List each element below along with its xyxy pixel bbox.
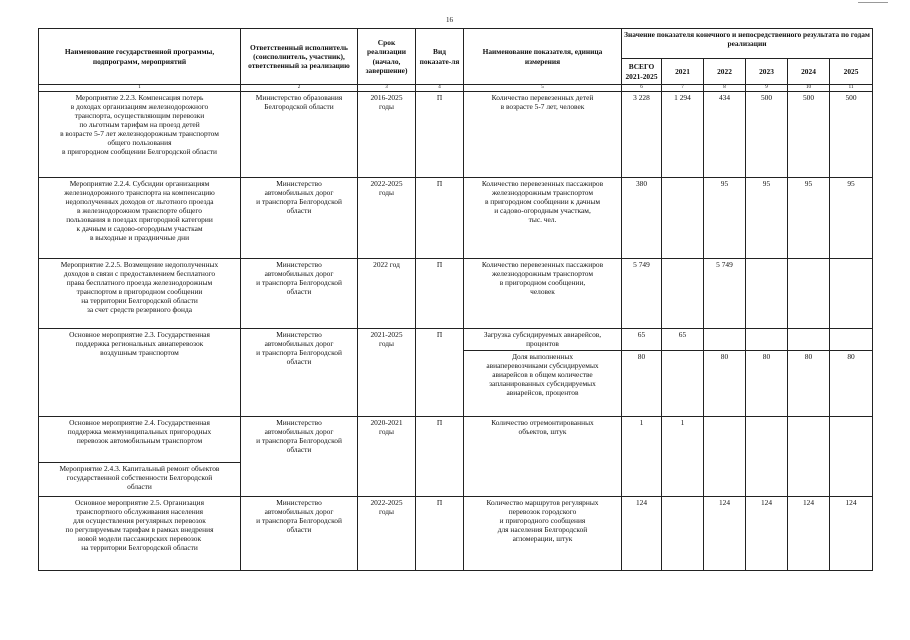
value-2022: 434 xyxy=(704,92,746,178)
period-cell: 2020-2021 годы xyxy=(358,417,416,497)
value-2022: 95 xyxy=(704,178,746,259)
table-row xyxy=(39,417,873,463)
col-index: 9 xyxy=(746,85,788,92)
executor-cell: Министерство автомобильных дорог и транспорта Белгородской области xyxy=(241,259,358,329)
col-index: 3 xyxy=(358,85,416,92)
value-2024: 95 xyxy=(788,178,830,259)
header-type: Вид показате-ля xyxy=(416,29,464,85)
table-row xyxy=(39,259,873,329)
value-2021: 65 xyxy=(662,329,704,351)
indicator-cell: Доля выполненных авиаперевозчиками субсидируемых авиарейсов в общем количестве запланированных субсидируемых авиарейсов, процентов xyxy=(464,351,622,417)
measure-name: Основное мероприятие 2.5. Организация транспортного обслуживания населения для осуществления регулярных перевозок по регулируемым тарифам в рамках внедрения новой модели пассажирских перевозок на территории Белгородской области xyxy=(39,497,241,571)
col-index: 5 xyxy=(464,85,622,92)
value-2021 xyxy=(662,259,704,329)
col-index: 7 xyxy=(662,85,704,92)
table-row xyxy=(39,497,873,571)
value-2022: 80 xyxy=(704,351,746,417)
executor-cell: Министерство образования Белгородской области xyxy=(241,92,358,178)
value-2021 xyxy=(662,178,704,259)
measure-name: Основное мероприятие 2.4. Государственная поддержка межмуниципальных пригородных перевозок автомобильным транспортом xyxy=(39,417,241,463)
page-number: 16 xyxy=(446,16,453,24)
total-cell: 80 xyxy=(622,351,662,417)
value-2023 xyxy=(746,259,788,329)
period-cell: 2022-2025 годы xyxy=(358,497,416,571)
col-index: 1 xyxy=(39,85,241,92)
value-2025 xyxy=(830,417,873,497)
col-index: 2 xyxy=(241,85,358,92)
value-2024: 500 xyxy=(788,92,830,178)
header-executor: Ответственный исполнитель (соисполнитель, участник), ответственный за реализацию xyxy=(241,29,358,85)
total-cell: 380 xyxy=(622,178,662,259)
indicator-cell: Количество маршрутов регулярных перевозок городского и пригородного сообщения для населения Белгородской агломерации, штук xyxy=(464,497,622,571)
value-2025: 124 xyxy=(830,497,873,571)
value-2024 xyxy=(788,329,830,351)
header-year-2024: 2024 xyxy=(788,59,830,85)
indicator-cell: Загрузка субсидируемых авиарейсов, процентов xyxy=(464,329,622,351)
value-2024: 80 xyxy=(788,351,830,417)
col-index: 11 xyxy=(830,85,873,92)
measure-name: Мероприятие 2.4.3. Капитальный ремонт объектов государственной собственности Белгородской области xyxy=(39,463,241,497)
total-cell: 65 xyxy=(622,329,662,351)
top-edge-mark xyxy=(858,2,888,3)
value-2025 xyxy=(830,259,873,329)
type-cell: П xyxy=(416,329,464,417)
type-cell: П xyxy=(416,92,464,178)
indicator-cell: Количество перевезенных пассажиров железнодорожным транспортом в пригородном сообщении к дачным и садово-огородным участкам, тыс. чел. xyxy=(464,178,622,259)
value-2023: 500 xyxy=(746,92,788,178)
type-cell: П xyxy=(416,497,464,571)
value-2025: 95 xyxy=(830,178,873,259)
header-name: Наименование государственной программы, подпрограмм, мероприятий xyxy=(39,29,241,85)
measure-name: Мероприятие 2.2.5. Возмещение недополученных доходов в связи с предоставлением бесплатного права бесплатного проезда железнодорожным транспортом в пригородном сообщении на территории Белгородской области за счет средств резервного фонда xyxy=(39,259,241,329)
indicators-table xyxy=(38,28,873,571)
total-cell: 3 228 xyxy=(622,92,662,178)
total-cell: 5 749 xyxy=(622,259,662,329)
executor-cell: Министерство автомобильных дорог и транспорта Белгородской области xyxy=(241,329,358,417)
period-cell: 2016-2025 годы xyxy=(358,92,416,178)
indicator-cell: Количество перевезенных пассажиров железнодорожным транспортом в пригородном сообщении, человек xyxy=(464,259,622,329)
measure-name: Основное мероприятие 2.3. Государственная поддержка региональных авиаперевозок воздушным транспортом xyxy=(39,329,241,417)
value-2023 xyxy=(746,329,788,351)
period-cell: 2022-2025 годы xyxy=(358,178,416,259)
value-2021 xyxy=(662,351,704,417)
column-index-row xyxy=(39,85,873,92)
value-2024 xyxy=(788,417,830,497)
header-year-2021: 2021 xyxy=(662,59,704,85)
executor-cell: Министерство автомобильных дорог и транспорта Белгородской области xyxy=(241,417,358,497)
value-2023: 124 xyxy=(746,497,788,571)
type-cell: П xyxy=(416,178,464,259)
type-cell: П xyxy=(416,417,464,497)
value-2023 xyxy=(746,417,788,497)
value-2022: 5 749 xyxy=(704,259,746,329)
value-2021: 1 xyxy=(662,417,704,497)
header-total: ВСЕГО 2021-2025 xyxy=(622,59,662,85)
value-2025 xyxy=(830,329,873,351)
header-indicator: Наименование показателя, единица измерения xyxy=(464,29,622,85)
value-2022: 124 xyxy=(704,497,746,571)
col-index: 10 xyxy=(788,85,830,92)
value-2025: 500 xyxy=(830,92,873,178)
value-2023: 95 xyxy=(746,178,788,259)
value-2025: 80 xyxy=(830,351,873,417)
col-index: 8 xyxy=(704,85,746,92)
indicator-cell: Количество перевезенных детей в возрасте 5-7 лет, человек xyxy=(464,92,622,178)
table-row xyxy=(39,329,873,351)
col-index: 4 xyxy=(416,85,464,92)
header-values-group: Значение показателя конечного и непосредственного результата по годам реализации xyxy=(622,29,873,59)
header-year-2023: 2023 xyxy=(746,59,788,85)
total-cell: 1 xyxy=(622,417,662,497)
measure-name: Мероприятие 2.2.3. Компенсация потерь в доходах организациям железнодорожного транспорта, осуществляющим перевозки по льготным тарифам на проезд детей в возрасте 5-7 лет железнодорожным транспортом общего пользования в пригородном сообщении Белгородской области xyxy=(39,92,241,178)
executor-cell: Министерство автомобильных дорог и транспорта Белгородской области xyxy=(241,178,358,259)
value-2024: 124 xyxy=(788,497,830,571)
total-cell: 124 xyxy=(622,497,662,571)
value-2022 xyxy=(704,329,746,351)
period-cell: 2021-2025 годы xyxy=(358,329,416,417)
value-2021: 1 294 xyxy=(662,92,704,178)
value-2024 xyxy=(788,259,830,329)
type-cell: П xyxy=(416,259,464,329)
value-2021 xyxy=(662,497,704,571)
value-2022 xyxy=(704,417,746,497)
col-index: 6 xyxy=(622,85,662,92)
header-year-2025: 2025 xyxy=(830,59,873,85)
period-cell: 2022 год xyxy=(358,259,416,329)
value-2023: 80 xyxy=(746,351,788,417)
measure-name: Мероприятие 2.2.4. Субсидии организациям железнодорожного транспорта на компенсацию недополученных доходов от льготного проезда в железнодорожном транспорте общего пользования в поездах пригородной категории к дачным и садово-огородным участкам в выходные и праздничные дни xyxy=(39,178,241,259)
executor-cell: Министерство автомобильных дорог и транспорта Белгородской области xyxy=(241,497,358,571)
table-row xyxy=(39,92,873,178)
table-row xyxy=(39,178,873,259)
indicator-cell: Количество отремонтированных объектов, штук xyxy=(464,417,622,497)
header-period: Срок реализации (начало, завершение) xyxy=(358,29,416,85)
header-year-2022: 2022 xyxy=(704,59,746,85)
